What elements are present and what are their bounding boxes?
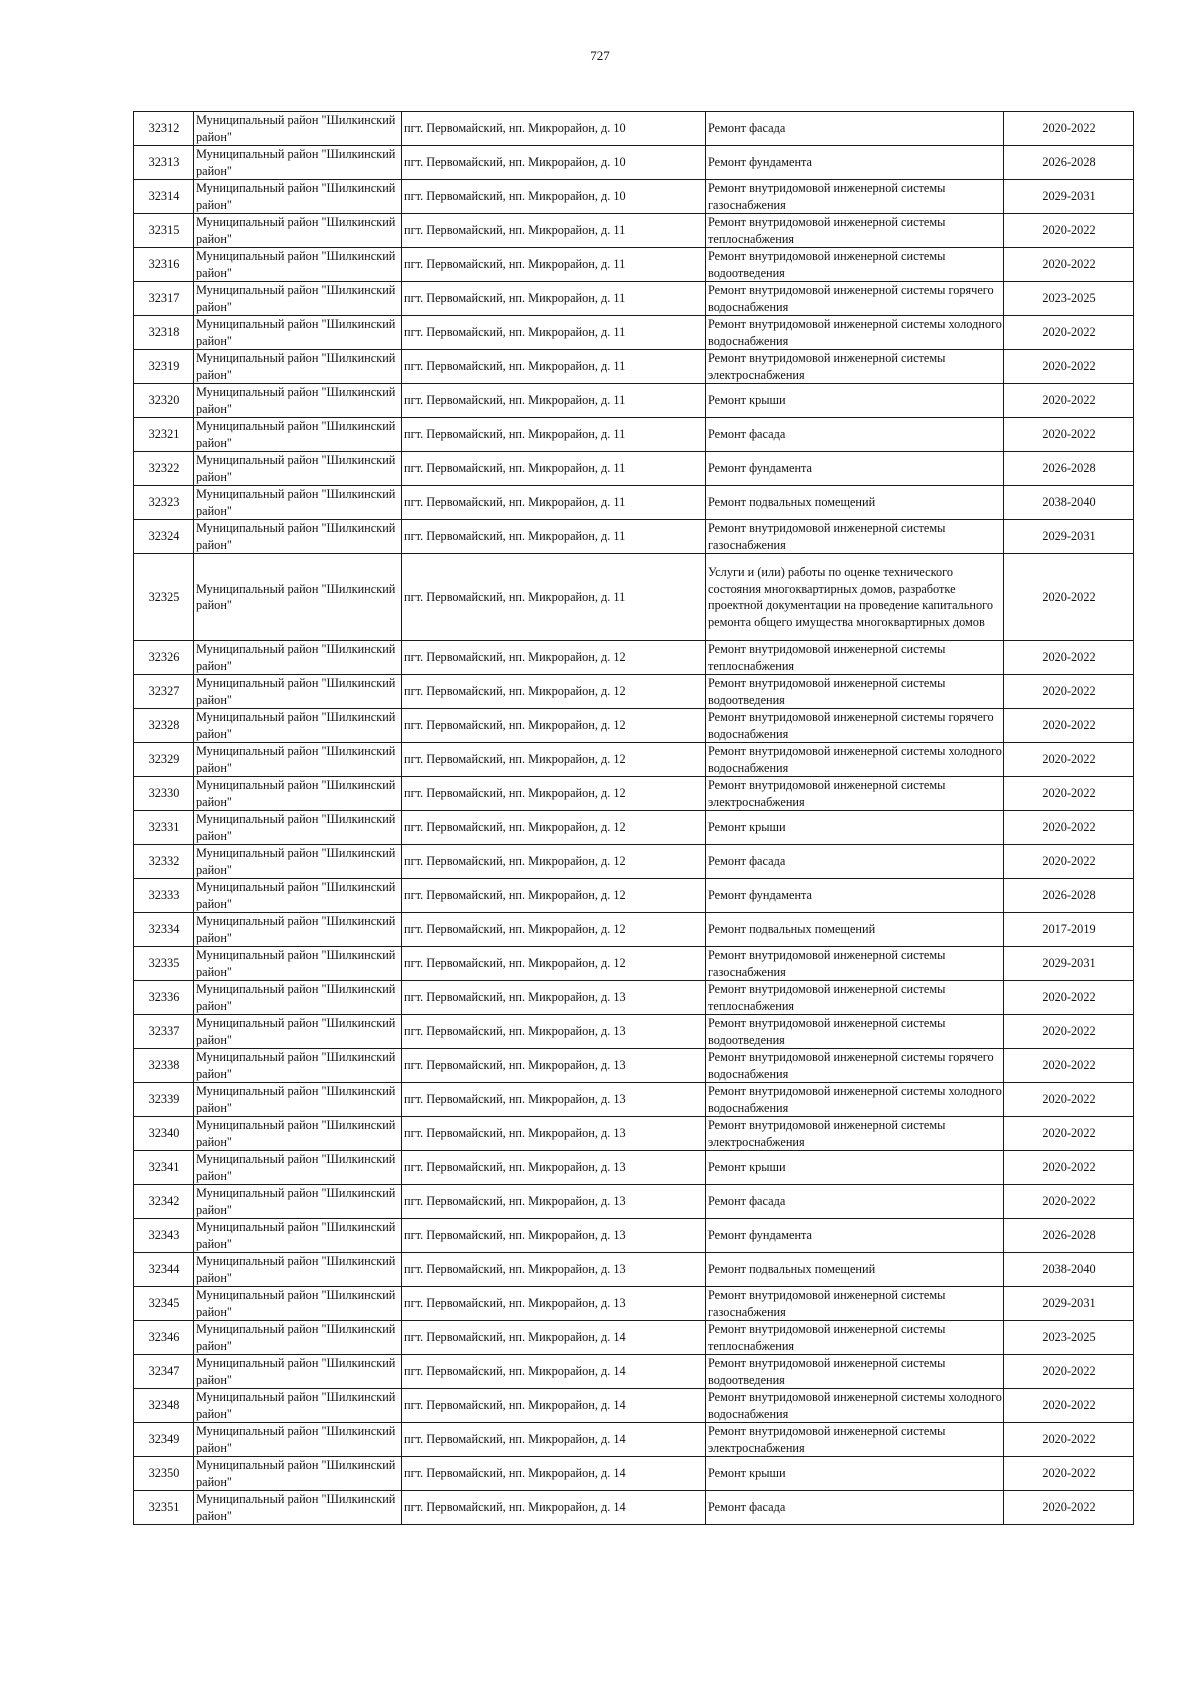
address-cell: пгт. Первомайский, нп. Микрорайон, д. 13 bbox=[402, 1117, 706, 1151]
municipality-cell: Муниципальный район "Шилкинский район" bbox=[194, 913, 402, 947]
table-row bbox=[134, 146, 1134, 180]
work-type-cell: Ремонт внутридомовой инженерной системы холодного водоснабжения bbox=[706, 1083, 1004, 1117]
work-type-cell: Ремонт подвальных помещений bbox=[706, 486, 1004, 520]
table-row bbox=[134, 520, 1134, 554]
municipality-cell: Муниципальный район "Шилкинский район" bbox=[194, 384, 402, 418]
municipality-cell: Муниципальный район "Шилкинский район" bbox=[194, 709, 402, 743]
municipality-cell: Муниципальный район "Шилкинский район" bbox=[194, 1083, 402, 1117]
page-number: 727 bbox=[590, 48, 610, 63]
table-row bbox=[134, 913, 1134, 947]
address-cell: пгт. Первомайский, нп. Микрорайон, д. 12 bbox=[402, 641, 706, 675]
work-type-cell: Ремонт внутридомовой инженерной системы электроснабжения bbox=[706, 1423, 1004, 1457]
work-type-cell: Ремонт внутридомовой инженерной системы горячего водоснабжения bbox=[706, 709, 1004, 743]
row-number: 32327 bbox=[134, 675, 194, 709]
period-cell: 2026-2028 bbox=[1004, 879, 1134, 913]
work-type-cell: Ремонт внутридомовой инженерной системы теплоснабжения bbox=[706, 981, 1004, 1015]
row-number: 32340 bbox=[134, 1117, 194, 1151]
table-row bbox=[134, 486, 1134, 520]
municipality-cell: Муниципальный район "Шилкинский район" bbox=[194, 486, 402, 520]
table-row bbox=[134, 1151, 1134, 1185]
period-cell: 2020-2022 bbox=[1004, 384, 1134, 418]
table-row bbox=[134, 1185, 1134, 1219]
address-cell: пгт. Первомайский, нп. Микрорайон, д. 11 bbox=[402, 350, 706, 384]
row-number: 32324 bbox=[134, 520, 194, 554]
address-cell: пгт. Первомайский, нп. Микрорайон, д. 11 bbox=[402, 248, 706, 282]
work-type-cell: Ремонт внутридомовой инженерной системы водоотведения bbox=[706, 248, 1004, 282]
row-number: 32341 bbox=[134, 1151, 194, 1185]
table-row bbox=[134, 418, 1134, 452]
work-type-cell: Ремонт внутридомовой инженерной системы водоотведения bbox=[706, 1355, 1004, 1389]
period-cell: 2020-2022 bbox=[1004, 1015, 1134, 1049]
address-cell: пгт. Первомайский, нп. Микрорайон, д. 12 bbox=[402, 709, 706, 743]
table-row bbox=[134, 675, 1134, 709]
row-number: 32331 bbox=[134, 811, 194, 845]
address-cell: пгт. Первомайский, нп. Микрорайон, д. 14 bbox=[402, 1491, 706, 1525]
work-type-cell: Ремонт крыши bbox=[706, 384, 1004, 418]
table-row bbox=[134, 1287, 1134, 1321]
address-cell: пгт. Первомайский, нп. Микрорайон, д. 12 bbox=[402, 675, 706, 709]
capital-repair-table bbox=[133, 111, 1134, 1525]
work-type-cell: Ремонт внутридомовой инженерной системы электроснабжения bbox=[706, 777, 1004, 811]
table-row bbox=[134, 777, 1134, 811]
work-type-cell: Ремонт внутридомовой инженерной системы холодного водоснабжения bbox=[706, 1389, 1004, 1423]
address-cell: пгт. Первомайский, нп. Микрорайон, д. 13 bbox=[402, 1015, 706, 1049]
table-row bbox=[134, 947, 1134, 981]
work-type-cell: Ремонт фасада bbox=[706, 845, 1004, 879]
municipality-cell: Муниципальный район "Шилкинский район" bbox=[194, 845, 402, 879]
municipality-cell: Муниципальный район "Шилкинский район" bbox=[194, 981, 402, 1015]
period-cell: 2020-2022 bbox=[1004, 214, 1134, 248]
municipality-cell: Муниципальный район "Шилкинский район" bbox=[194, 1117, 402, 1151]
table-row bbox=[134, 709, 1134, 743]
period-cell: 2023-2025 bbox=[1004, 1321, 1134, 1355]
table-row bbox=[134, 1321, 1134, 1355]
municipality-cell: Муниципальный район "Шилкинский район" bbox=[194, 180, 402, 214]
work-type-cell: Ремонт фасада bbox=[706, 418, 1004, 452]
row-number: 32313 bbox=[134, 146, 194, 180]
work-type-cell: Ремонт внутридомовой инженерной системы горячего водоснабжения bbox=[706, 1049, 1004, 1083]
municipality-cell: Муниципальный район "Шилкинский район" bbox=[194, 1049, 402, 1083]
row-number: 32347 bbox=[134, 1355, 194, 1389]
period-cell: 2017-2019 bbox=[1004, 913, 1134, 947]
work-type-cell: Ремонт фасада bbox=[706, 1185, 1004, 1219]
municipality-cell: Муниципальный район "Шилкинский район" bbox=[194, 520, 402, 554]
address-cell: пгт. Первомайский, нп. Микрорайон, д. 10 bbox=[402, 112, 706, 146]
address-cell: пгт. Первомайский, нп. Микрорайон, д. 11 bbox=[402, 452, 706, 486]
period-cell: 2020-2022 bbox=[1004, 811, 1134, 845]
address-cell: пгт. Первомайский, нп. Микрорайон, д. 11 bbox=[402, 554, 706, 641]
period-cell: 2026-2028 bbox=[1004, 146, 1134, 180]
address-cell: пгт. Первомайский, нп. Микрорайон, д. 12 bbox=[402, 845, 706, 879]
row-number: 32317 bbox=[134, 282, 194, 316]
row-number: 32322 bbox=[134, 452, 194, 486]
work-type-cell: Ремонт фасада bbox=[706, 1491, 1004, 1525]
period-cell: 2029-2031 bbox=[1004, 947, 1134, 981]
period-cell: 2038-2040 bbox=[1004, 486, 1134, 520]
row-number: 32350 bbox=[134, 1457, 194, 1491]
address-cell: пгт. Первомайский, нп. Микрорайон, д. 12 bbox=[402, 777, 706, 811]
municipality-cell: Муниципальный район "Шилкинский район" bbox=[194, 1185, 402, 1219]
municipality-cell: Муниципальный район "Шилкинский район" bbox=[194, 1253, 402, 1287]
period-cell: 2020-2022 bbox=[1004, 981, 1134, 1015]
row-number: 32315 bbox=[134, 214, 194, 248]
table-row bbox=[134, 641, 1134, 675]
row-number: 32332 bbox=[134, 845, 194, 879]
row-number: 32314 bbox=[134, 180, 194, 214]
row-number: 32336 bbox=[134, 981, 194, 1015]
row-number: 32330 bbox=[134, 777, 194, 811]
address-cell: пгт. Первомайский, нп. Микрорайон, д. 12 bbox=[402, 743, 706, 777]
table-row bbox=[134, 1219, 1134, 1253]
table-row bbox=[134, 554, 1134, 641]
work-type-cell: Ремонт подвальных помещений bbox=[706, 913, 1004, 947]
address-cell: пгт. Первомайский, нп. Микрорайон, д. 11 bbox=[402, 384, 706, 418]
work-type-cell: Ремонт крыши bbox=[706, 1457, 1004, 1491]
municipality-cell: Муниципальный район "Шилкинский район" bbox=[194, 554, 402, 641]
table-row bbox=[134, 879, 1134, 913]
period-cell: 2020-2022 bbox=[1004, 1151, 1134, 1185]
row-number: 32342 bbox=[134, 1185, 194, 1219]
address-cell: пгт. Первомайский, нп. Микрорайон, д. 13 bbox=[402, 1219, 706, 1253]
municipality-cell: Муниципальный район "Шилкинский район" bbox=[194, 777, 402, 811]
period-cell: 2020-2022 bbox=[1004, 675, 1134, 709]
municipality-cell: Муниципальный район "Шилкинский район" bbox=[194, 879, 402, 913]
row-number: 32338 bbox=[134, 1049, 194, 1083]
municipality-cell: Муниципальный район "Шилкинский район" bbox=[194, 1287, 402, 1321]
row-number: 32312 bbox=[134, 112, 194, 146]
table-row bbox=[134, 180, 1134, 214]
municipality-cell: Муниципальный район "Шилкинский район" bbox=[194, 641, 402, 675]
period-cell: 2023-2025 bbox=[1004, 282, 1134, 316]
table-row bbox=[134, 112, 1134, 146]
table-row bbox=[134, 316, 1134, 350]
period-cell: 2026-2028 bbox=[1004, 452, 1134, 486]
work-type-cell: Ремонт внутридомовой инженерной системы электроснабжения bbox=[706, 350, 1004, 384]
address-cell: пгт. Первомайский, нп. Микрорайон, д. 14 bbox=[402, 1355, 706, 1389]
work-type-cell: Ремонт фасада bbox=[706, 112, 1004, 146]
address-cell: пгт. Первомайский, нп. Микрорайон, д. 12 bbox=[402, 913, 706, 947]
period-cell: 2020-2022 bbox=[1004, 1355, 1134, 1389]
work-type-cell: Ремонт внутридомовой инженерной системы горячего водоснабжения bbox=[706, 282, 1004, 316]
municipality-cell: Муниципальный район "Шилкинский район" bbox=[194, 1321, 402, 1355]
row-number: 32323 bbox=[134, 486, 194, 520]
period-cell: 2020-2022 bbox=[1004, 709, 1134, 743]
table-row bbox=[134, 845, 1134, 879]
row-number: 32320 bbox=[134, 384, 194, 418]
row-number: 32349 bbox=[134, 1423, 194, 1457]
table-row bbox=[134, 1491, 1134, 1525]
period-cell: 2029-2031 bbox=[1004, 180, 1134, 214]
table-row bbox=[134, 1253, 1134, 1287]
address-cell: пгт. Первомайский, нп. Микрорайон, д. 13 bbox=[402, 1287, 706, 1321]
period-cell: 2020-2022 bbox=[1004, 777, 1134, 811]
work-type-cell: Ремонт внутридомовой инженерной системы теплоснабжения bbox=[706, 214, 1004, 248]
row-number: 32343 bbox=[134, 1219, 194, 1253]
address-cell: пгт. Первомайский, нп. Микрорайон, д. 14 bbox=[402, 1321, 706, 1355]
row-number: 32339 bbox=[134, 1083, 194, 1117]
address-cell: пгт. Первомайский, нп. Микрорайон, д. 13 bbox=[402, 1151, 706, 1185]
work-type-cell: Ремонт внутридомовой инженерной системы теплоснабжения bbox=[706, 1321, 1004, 1355]
table-row bbox=[134, 248, 1134, 282]
table-row bbox=[134, 350, 1134, 384]
period-cell: 2020-2022 bbox=[1004, 743, 1134, 777]
period-cell: 2038-2040 bbox=[1004, 1253, 1134, 1287]
address-cell: пгт. Первомайский, нп. Микрорайон, д. 12 bbox=[402, 811, 706, 845]
address-cell: пгт. Первомайский, нп. Микрорайон, д. 11 bbox=[402, 418, 706, 452]
address-cell: пгт. Первомайский, нп. Микрорайон, д. 13 bbox=[402, 1253, 706, 1287]
period-cell: 2020-2022 bbox=[1004, 1083, 1134, 1117]
work-type-cell: Ремонт крыши bbox=[706, 1151, 1004, 1185]
row-number: 32326 bbox=[134, 641, 194, 675]
municipality-cell: Муниципальный район "Шилкинский район" bbox=[194, 316, 402, 350]
row-number: 32334 bbox=[134, 913, 194, 947]
work-type-cell: Ремонт внутридомовой инженерной системы газоснабжения bbox=[706, 947, 1004, 981]
address-cell: пгт. Первомайский, нп. Микрорайон, д. 12 bbox=[402, 947, 706, 981]
municipality-cell: Муниципальный район "Шилкинский район" bbox=[194, 146, 402, 180]
table-row bbox=[134, 384, 1134, 418]
period-cell: 2026-2028 bbox=[1004, 1219, 1134, 1253]
address-cell: пгт. Первомайский, нп. Микрорайон, д. 14 bbox=[402, 1457, 706, 1491]
address-cell: пгт. Первомайский, нп. Микрорайон, д. 11 bbox=[402, 214, 706, 248]
period-cell: 2029-2031 bbox=[1004, 520, 1134, 554]
row-number: 32318 bbox=[134, 316, 194, 350]
address-cell: пгт. Первомайский, нп. Микрорайон, д. 13 bbox=[402, 1049, 706, 1083]
row-number: 32325 bbox=[134, 554, 194, 641]
municipality-cell: Муниципальный район "Шилкинский район" bbox=[194, 947, 402, 981]
municipality-cell: Муниципальный район "Шилкинский район" bbox=[194, 248, 402, 282]
row-number: 32351 bbox=[134, 1491, 194, 1525]
address-cell: пгт. Первомайский, нп. Микрорайон, д. 10 bbox=[402, 146, 706, 180]
municipality-cell: Муниципальный район "Шилкинский район" bbox=[194, 743, 402, 777]
period-cell: 2029-2031 bbox=[1004, 1287, 1134, 1321]
row-number: 32329 bbox=[134, 743, 194, 777]
address-cell: пгт. Первомайский, нп. Микрорайон, д. 11 bbox=[402, 486, 706, 520]
work-type-cell: Ремонт внутридомовой инженерной системы холодного водоснабжения bbox=[706, 316, 1004, 350]
municipality-cell: Муниципальный район "Шилкинский район" bbox=[194, 452, 402, 486]
municipality-cell: Муниципальный район "Шилкинский район" bbox=[194, 112, 402, 146]
address-cell: пгт. Первомайский, нп. Микрорайон, д. 13 bbox=[402, 981, 706, 1015]
period-cell: 2020-2022 bbox=[1004, 350, 1134, 384]
table-row bbox=[134, 214, 1134, 248]
work-type-cell: Ремонт внутридомовой инженерной системы газоснабжения bbox=[706, 1287, 1004, 1321]
table-body bbox=[134, 112, 1134, 1525]
table-row bbox=[134, 1389, 1134, 1423]
municipality-cell: Муниципальный район "Шилкинский район" bbox=[194, 282, 402, 316]
address-cell: пгт. Первомайский, нп. Микрорайон, д. 13 bbox=[402, 1083, 706, 1117]
address-cell: пгт. Первомайский, нп. Микрорайон, д. 14 bbox=[402, 1423, 706, 1457]
address-cell: пгт. Первомайский, нп. Микрорайон, д. 11 bbox=[402, 282, 706, 316]
period-cell: 2020-2022 bbox=[1004, 1117, 1134, 1151]
municipality-cell: Муниципальный район "Шилкинский район" bbox=[194, 811, 402, 845]
municipality-cell: Муниципальный район "Шилкинский район" bbox=[194, 1389, 402, 1423]
municipality-cell: Муниципальный район "Шилкинский район" bbox=[194, 1151, 402, 1185]
work-type-cell: Ремонт внутридомовой инженерной системы холодного водоснабжения bbox=[706, 743, 1004, 777]
row-number: 32335 bbox=[134, 947, 194, 981]
municipality-cell: Муниципальный район "Шилкинский район" bbox=[194, 1423, 402, 1457]
row-number: 32328 bbox=[134, 709, 194, 743]
period-cell: 2020-2022 bbox=[1004, 248, 1134, 282]
period-cell: 2020-2022 bbox=[1004, 316, 1134, 350]
row-number: 32316 bbox=[134, 248, 194, 282]
municipality-cell: Муниципальный район "Шилкинский район" bbox=[194, 1219, 402, 1253]
table-row bbox=[134, 1049, 1134, 1083]
table-row bbox=[134, 981, 1134, 1015]
municipality-cell: Муниципальный район "Шилкинский район" bbox=[194, 1355, 402, 1389]
municipality-cell: Муниципальный район "Шилкинский район" bbox=[194, 1015, 402, 1049]
table-row bbox=[134, 1423, 1134, 1457]
municipality-cell: Муниципальный район "Шилкинский район" bbox=[194, 675, 402, 709]
period-cell: 2020-2022 bbox=[1004, 418, 1134, 452]
work-type-cell: Ремонт внутридомовой инженерной системы электроснабжения bbox=[706, 1117, 1004, 1151]
work-type-cell: Ремонт фундамента bbox=[706, 879, 1004, 913]
table-row bbox=[134, 1457, 1134, 1491]
table-row bbox=[134, 452, 1134, 486]
row-number: 32346 bbox=[134, 1321, 194, 1355]
work-type-cell: Ремонт внутридомовой инженерной системы газоснабжения bbox=[706, 520, 1004, 554]
period-cell: 2020-2022 bbox=[1004, 1185, 1134, 1219]
row-number: 32321 bbox=[134, 418, 194, 452]
address-cell: пгт. Первомайский, нп. Микрорайон, д. 12 bbox=[402, 879, 706, 913]
row-number: 32333 bbox=[134, 879, 194, 913]
address-cell: пгт. Первомайский, нп. Микрорайон, д. 14 bbox=[402, 1389, 706, 1423]
table-row bbox=[134, 743, 1134, 777]
municipality-cell: Муниципальный район "Шилкинский район" bbox=[194, 418, 402, 452]
work-type-cell: Ремонт крыши bbox=[706, 811, 1004, 845]
table-row bbox=[134, 811, 1134, 845]
table-row bbox=[134, 282, 1134, 316]
row-number: 32344 bbox=[134, 1253, 194, 1287]
period-cell: 2020-2022 bbox=[1004, 845, 1134, 879]
work-type-cell: Ремонт внутридомовой инженерной системы водоотведения bbox=[706, 1015, 1004, 1049]
period-cell: 2020-2022 bbox=[1004, 554, 1134, 641]
table-row bbox=[134, 1355, 1134, 1389]
work-type-cell: Ремонт подвальных помещений bbox=[706, 1253, 1004, 1287]
row-number: 32348 bbox=[134, 1389, 194, 1423]
work-type-cell: Ремонт фундамента bbox=[706, 146, 1004, 180]
municipality-cell: Муниципальный район "Шилкинский район" bbox=[194, 1457, 402, 1491]
period-cell: 2020-2022 bbox=[1004, 1423, 1134, 1457]
table-row bbox=[134, 1083, 1134, 1117]
period-cell: 2020-2022 bbox=[1004, 641, 1134, 675]
municipality-cell: Муниципальный район "Шилкинский район" bbox=[194, 350, 402, 384]
address-cell: пгт. Первомайский, нп. Микрорайон, д. 11 bbox=[402, 316, 706, 350]
address-cell: пгт. Первомайский, нп. Микрорайон, д. 13 bbox=[402, 1185, 706, 1219]
work-type-cell: Ремонт внутридомовой инженерной системы газоснабжения bbox=[706, 180, 1004, 214]
table-row bbox=[134, 1117, 1134, 1151]
work-type-cell: Ремонт фундамента bbox=[706, 1219, 1004, 1253]
municipality-cell: Муниципальный район "Шилкинский район" bbox=[194, 1491, 402, 1525]
period-cell: 2020-2022 bbox=[1004, 1457, 1134, 1491]
address-cell: пгт. Первомайский, нп. Микрорайон, д. 11 bbox=[402, 520, 706, 554]
work-type-cell: Ремонт внутридомовой инженерной системы теплоснабжения bbox=[706, 641, 1004, 675]
municipality-cell: Муниципальный район "Шилкинский район" bbox=[194, 214, 402, 248]
row-number: 32345 bbox=[134, 1287, 194, 1321]
period-cell: 2020-2022 bbox=[1004, 1049, 1134, 1083]
work-type-cell: Ремонт фундамента bbox=[706, 452, 1004, 486]
row-number: 32319 bbox=[134, 350, 194, 384]
period-cell: 2020-2022 bbox=[1004, 1389, 1134, 1423]
table-row bbox=[134, 1015, 1134, 1049]
work-type-cell: Ремонт внутридомовой инженерной системы водоотведения bbox=[706, 675, 1004, 709]
period-cell: 2020-2022 bbox=[1004, 112, 1134, 146]
row-number: 32337 bbox=[134, 1015, 194, 1049]
period-cell: 2020-2022 bbox=[1004, 1491, 1134, 1525]
address-cell: пгт. Первомайский, нп. Микрорайон, д. 10 bbox=[402, 180, 706, 214]
work-type-cell: Услуги и (или) работы по оценке технического состояния многоквартирных домов, разработке проектной документации на проведение капитального ремонта общего имущества многоквартирных домов bbox=[706, 554, 1004, 641]
